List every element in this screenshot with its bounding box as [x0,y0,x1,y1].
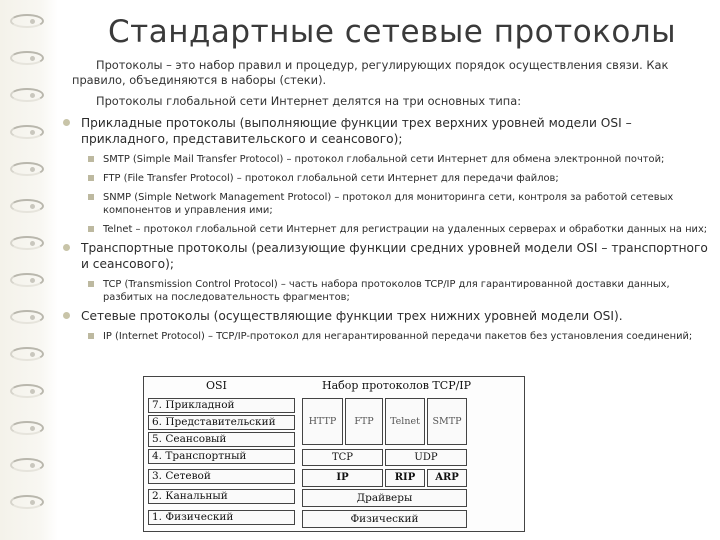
list-item-text: FTP (File Transfer Protocol) – протокол глобальной сети Интернет для передачи файлов; [103,173,559,184]
list-item [72,278,708,304]
ring-icon [10,88,44,102]
bullet-icon [88,194,94,200]
list-item-text: IP (Internet Protocol) – TCP/IP-протокол для негарантированной передачи пакетов без установления соединений; [103,331,693,342]
section-transport [72,240,708,272]
ring-icon [10,199,44,213]
ring-icon [10,273,44,287]
section-text: Сетевые протоколы (осуществляющие функции трех нижних уровней модели OSI). [81,309,623,323]
bullet-icon [63,312,70,319]
bullet-icon [88,281,94,287]
osi-layer-1: 1. Физический [148,510,295,525]
bullet-icon [88,156,94,162]
osi-layer-3: 3. Сетевой [148,469,295,484]
ip-box: IP [302,469,383,487]
physical-box: Физический [302,510,467,528]
ring-icon [10,495,44,509]
ring-icon [10,125,44,139]
ring-icon [10,384,44,398]
list-item [72,223,708,236]
page-title: Стандартные сетевые протоколы [108,14,677,50]
list-item-text: SNMP (Simple Network Management Protocol) – протокол для мониторинга сети, контроля за работой сетевых компонентов и управления ими; [103,192,674,216]
osi-layer-5: 5. Сеансовый [148,432,295,447]
osi-layer-7: 7. Прикладной [148,398,295,413]
http-box: HTTP [302,398,343,445]
ring-icon [10,347,44,361]
intro-types-paragraph: Протоколы глобальной сети Интернет делятся на три основных типа: [96,94,522,108]
telnet-box: Telnet [385,398,425,445]
ring-icon [10,236,44,250]
ring-icon [10,162,44,176]
arp-box: ARP [427,469,467,487]
slide-content [72,58,708,347]
intro-paragraph: Протоколы – это набор правил и процедур, регулирующих порядок осуществления связи. Как правило, объединяются в наборы (стеки). [72,58,669,87]
osi-layer-4: 4. Транспортный [148,449,295,464]
section-text: Прикладные протоколы (выполняющие функции трех верхних уровней модели OSI – прикладного, представительского и сеансового); [81,116,632,146]
bullet-icon [63,119,70,126]
tcpip-header: Набор протоколов TCP/IP [322,379,472,392]
list-item [72,172,708,185]
section-text: Транспортные протоколы (реализующие функции средних уровней модели OSI – транспортного и сеансового); [81,241,708,271]
rip-box: RIP [385,469,425,487]
ring-icon [10,51,44,65]
drivers-box: Драйверы [302,489,467,507]
bullet-icon [63,244,70,251]
list-item [72,191,708,217]
list-item [72,330,708,343]
ring-icon [10,310,44,324]
list-item-text: SMTP (Simple Mail Transfer Protocol) – протокол глобальной сети Интернет для обмена электронной почтой; [103,154,665,165]
binder-rings [2,14,52,534]
tcp-box: TCP [302,449,383,466]
ring-icon [10,458,44,472]
osi-header: OSI [206,379,227,392]
osi-layer-2: 2. Канальный [148,489,295,504]
osi-layer-6: 6. Представительский [148,415,295,430]
list-item-text: TCP (Transmission Control Protocol) – часть набора протоколов TCP/IP для гарантированной доставки данных, разбитых на последовательность фрагментов; [103,279,670,303]
bullet-icon [88,175,94,181]
ring-icon [10,421,44,435]
bullet-icon [88,226,94,232]
udp-box: UDP [385,449,467,466]
ftp-box: FTP [345,398,383,445]
list-item [72,153,708,166]
osi-tcpip-diagram [143,376,525,532]
section-network [72,308,708,324]
smtp-box: SMTP [427,398,467,445]
ring-icon [10,14,44,28]
list-item-text: Telnet – протокол глобальной сети Интернет для регистрации на удаленных серверах и обработки данных на них; [103,224,708,235]
notebook-binding [0,0,58,540]
bullet-icon [88,333,94,339]
section-application [72,115,708,147]
